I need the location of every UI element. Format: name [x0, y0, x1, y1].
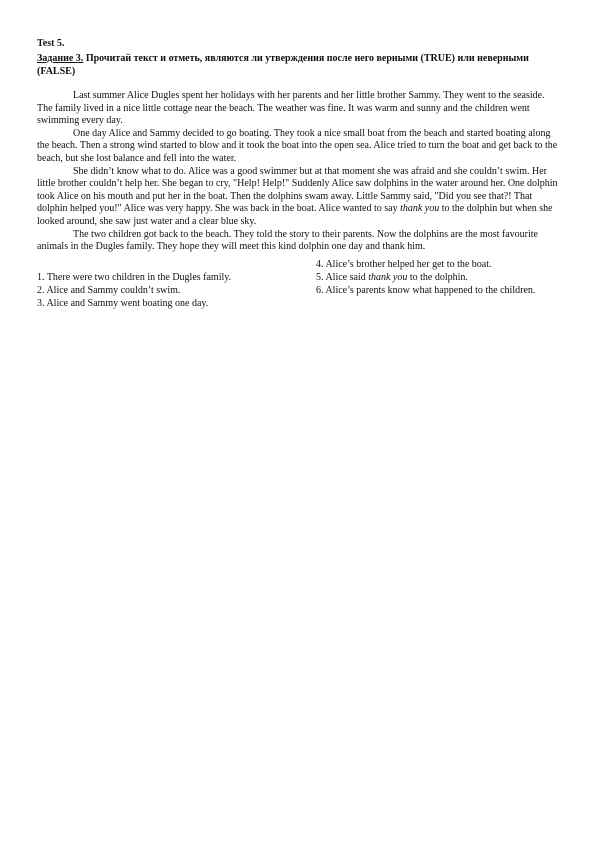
story-paragraph-3-part-a: She didn’t know what to do. Alice was a good swimmer but at that moment she was afraid and she couldn’t swim. Her little brother couldn’t help her. She began to cry, "Help! Help!" Suddenly Alice saw dolphins in the water around her. One dolphin took Alice on his mouth and put her in the boat. Then the dolphins swam away. Little Sammy said, "Did you see that?! That dolphin helped you!" Alice was very happy. She was back in the boat. Alice wanted to say — [37, 165, 558, 215]
statement-4: 4. Alice’s brother helped her get to the boat. — [316, 258, 492, 270]
story-text — [37, 90, 562, 254]
test-title: Test 5. — [37, 38, 65, 49]
task-instruction — [37, 52, 562, 78]
statement-2: 2. Alice and Sammy couldn’t swim. — [37, 284, 181, 296]
statements-left-column — [37, 271, 307, 310]
story-paragraph-1: Last summer Alice Dugles spent her holidays with her parents and her little brother Sammy. They went to the seaside. The family lived in a nice little cottage near the beach. The weather was fine. It was warm and sunny and the children went swimming every day. — [37, 90, 545, 127]
story-paragraph-3 — [37, 166, 562, 229]
task-label: Задание 3. — [37, 53, 84, 64]
statement-5-part-a: 5. Alice said — [316, 271, 369, 283]
statement-6: 6. Alice’s parents know what happened to the children. — [316, 284, 536, 296]
statement-3: 3. Alice and Sammy went boating one day. — [37, 297, 209, 309]
story-thank-you-phrase: thank you — [400, 203, 440, 215]
story-paragraph-2: One day Alice and Sammy decided to go boating. They took a nice small boat from the beach and started boating along the beach. Then a strong wind started to blow and it took the boat into the open sea. Alice tried to turn the boat and get back to the beach, but she lost balance and fell into the water. — [37, 127, 558, 164]
statement-1: 1. There were two children in the Dugles family. — [37, 271, 232, 283]
statement-5-part-b: to the dolphin. — [407, 271, 468, 283]
statement-5-thank-you: thank you — [368, 271, 408, 283]
story-paragraph-4: The two children got back to the beach. They told the story to their parents. Now the dolphins are the most favourite animals in the Dugles family. They hope they will meet this kind dolphin one day and thank him. — [37, 228, 538, 253]
story-paragraph-3-part-b: to the dolphin but when she looked around, she saw just water and a clear blue sky. — [37, 203, 553, 227]
statement-5 — [316, 271, 562, 284]
task-instruction-text: Прочитай текст и отметь, являются ли утверждения после него верными (TRUE) или неверными (FALSE) — [37, 53, 529, 77]
statements-right-column — [316, 258, 562, 297]
worksheet-page — [37, 37, 562, 318]
statements-list — [37, 258, 562, 318]
